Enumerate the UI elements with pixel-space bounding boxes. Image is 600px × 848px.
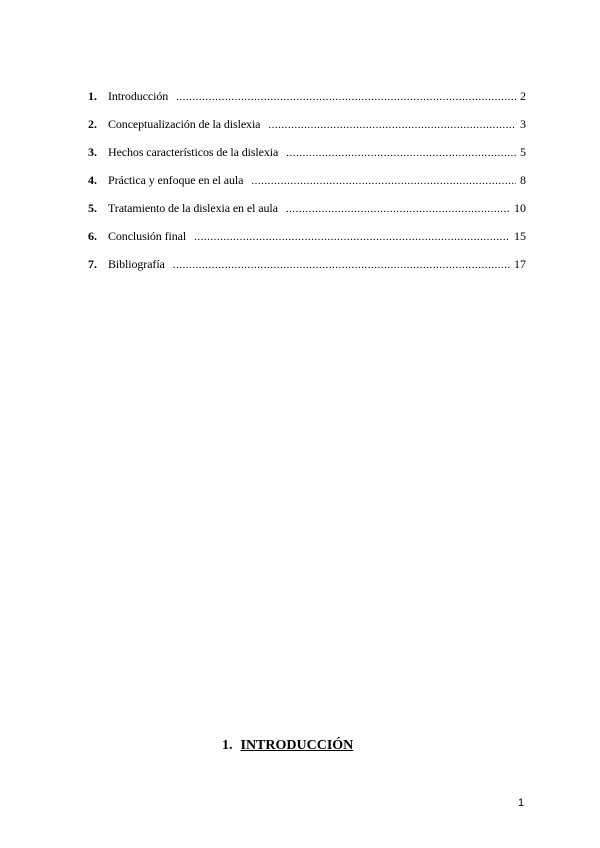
toc-entry-page: 2: [520, 89, 526, 103]
toc-entry-number: 2.: [88, 117, 97, 131]
toc-entry-hechos[interactable]: [88, 145, 526, 173]
toc-dot-leader: [176, 91, 516, 103]
toc-entry-title: Conclusión final: [108, 229, 187, 243]
toc-entry-number: 3.: [88, 145, 97, 159]
toc-entry-page: 10: [514, 201, 526, 215]
toc-entry-title: Bibliografía: [108, 257, 165, 271]
toc-entry-introduccion[interactable]: [88, 89, 526, 117]
section-number: 1.: [222, 738, 233, 753]
toc-dot-leader: [286, 203, 510, 215]
toc-entry-number: 4.: [88, 173, 97, 187]
toc-entry-number: 5.: [88, 201, 97, 215]
toc-entry-page: 5: [520, 145, 526, 159]
toc-entry-conceptualizacion[interactable]: [88, 117, 526, 145]
toc-entry-title: Conceptualización de la dislexia: [108, 117, 261, 131]
toc-dot-leader: [251, 175, 516, 187]
toc-entry-number: 1.: [88, 89, 97, 103]
toc-entry-conclusion[interactable]: [88, 229, 526, 257]
toc-entry-page: 17: [514, 257, 526, 271]
toc-entry-bibliografia[interactable]: [88, 257, 526, 285]
toc-entry-page: 8: [520, 173, 526, 187]
toc-dot-leader: [268, 119, 516, 131]
table-of-contents: [88, 89, 526, 285]
toc-dot-leader: [286, 147, 516, 159]
toc-entry-title: Introducción: [108, 89, 169, 103]
section-heading: [222, 738, 353, 754]
toc-entry-title: Tratamiento de la dislexia en el aula: [108, 201, 278, 215]
toc-entry-practica[interactable]: [88, 173, 526, 201]
toc-entry-title: Práctica y enfoque en el aula: [108, 173, 244, 187]
toc-dot-leader: [194, 231, 510, 243]
toc-entry-page: 15: [514, 229, 526, 243]
toc-entry-number: 7.: [88, 257, 97, 271]
toc-entry-title: Hechos característicos de la dislexia: [108, 145, 279, 159]
toc-entry-page: 3: [520, 117, 526, 131]
toc-dot-leader: [173, 259, 510, 271]
toc-entry-number: 6.: [88, 229, 97, 243]
page-number: 1: [518, 797, 525, 809]
section-title: INTRODUCCIÓN: [240, 738, 354, 753]
toc-entry-tratamiento[interactable]: [88, 201, 526, 229]
